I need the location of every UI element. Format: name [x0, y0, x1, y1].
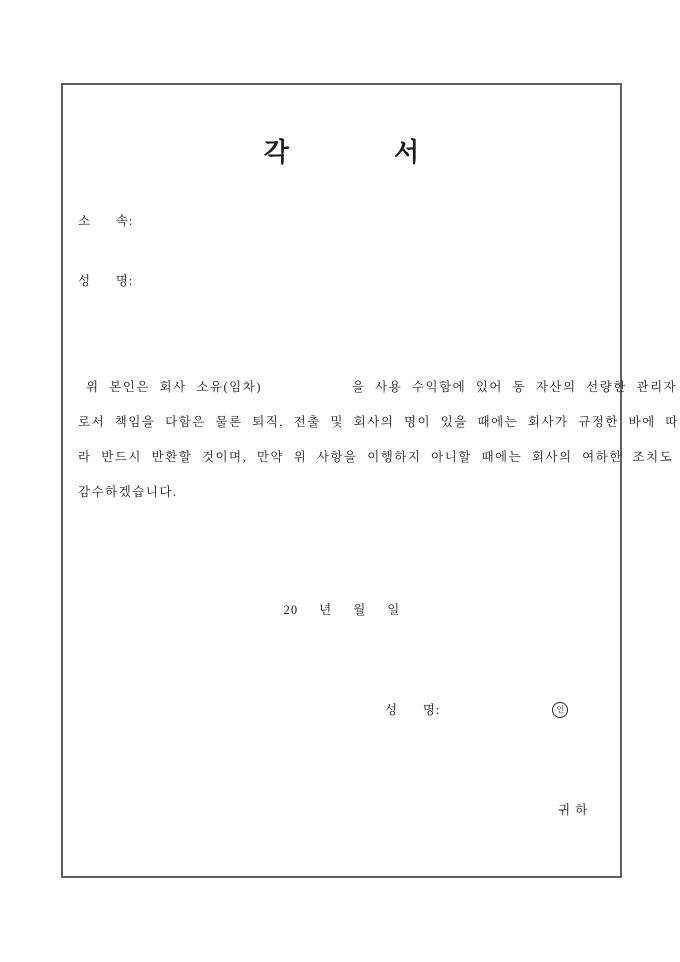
recipient-label: 귀 하: [558, 803, 589, 817]
affiliation-field-label: 소 속:: [78, 214, 134, 228]
signature-name-label: 성 명:: [385, 703, 441, 717]
date-line: [62, 603, 622, 617]
asset-name-blank: [262, 390, 352, 391]
pledge-body-paragraph: [78, 370, 679, 510]
signature-line: [385, 700, 568, 720]
body-line-3: 라 반드시 반환할 것이며, 만약 위 사항을 이행하지 아니할 때에는 회사의 여하한 조치도: [78, 450, 674, 464]
body-line-2: 로서 책임을 다함은 물론 퇴직, 전출 및 회사의 명이 있을 때에는 회사가 규정한 바에 따: [78, 415, 679, 429]
title-char-right: 서: [394, 138, 421, 167]
name-field-label: 성 명:: [78, 274, 134, 288]
seal-stamp-icon: 인: [552, 702, 568, 718]
title-char-left: 각: [263, 138, 290, 167]
body-line-4: 감수하겠습니다.: [78, 485, 178, 499]
body-line-1-prefix: 위 본인은 회사 소유(임차): [86, 380, 262, 394]
body-line-1-suffix: 을 사용 수익함에 있어 동 자산의 선량한 관리자: [351, 380, 678, 394]
date-month-label: 월: [353, 603, 367, 617]
body-line-1: [78, 370, 678, 405]
date-year-prefix: 20: [283, 603, 299, 617]
date-day-label: 일: [387, 603, 401, 617]
document-title: [62, 136, 622, 170]
date-year-label: 년: [319, 603, 333, 617]
